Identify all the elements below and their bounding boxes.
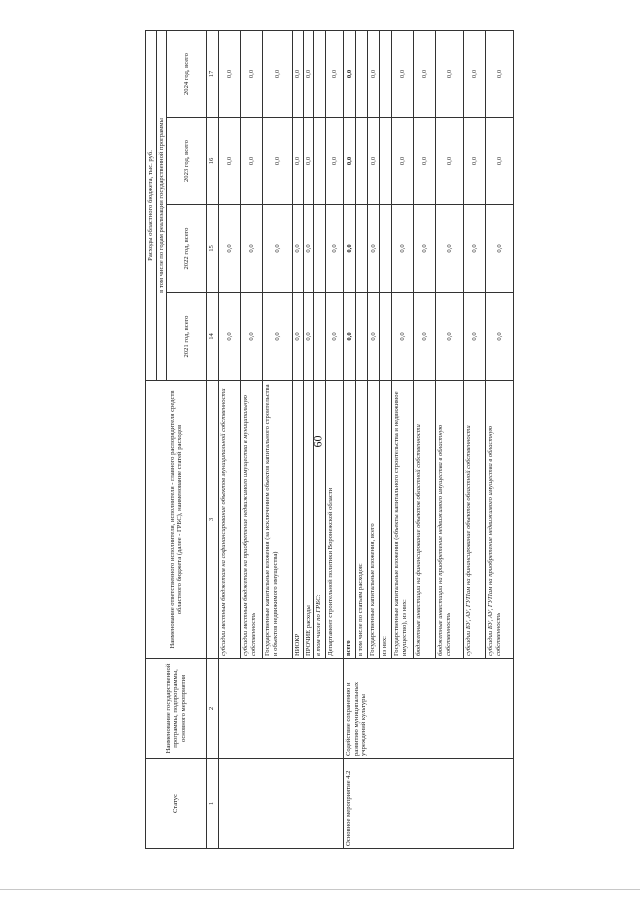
value-cell: 0,0 [219, 293, 241, 381]
value-cell: 0,0 [293, 31, 304, 118]
value-cell [380, 205, 392, 293]
value-cell: 0,0 [241, 293, 263, 381]
value-cell: 0,0 [486, 118, 514, 205]
expense-item-label: НИОКР [293, 381, 304, 659]
value-cell: 0,0 [219, 205, 241, 293]
column-number: 15 [207, 205, 219, 293]
program-name-cell-empty [219, 659, 344, 759]
value-cell: 0,0 [219, 31, 241, 118]
value-cell: 0,0 [486, 31, 514, 118]
header-year-2024: 2024 год, всего [167, 31, 207, 118]
expense-item-label: из них: [380, 381, 392, 659]
value-cell: 0,0 [293, 293, 304, 381]
expense-item-label: Государственные капитальные вложения, всего [368, 381, 380, 659]
value-cell: 0,0 [464, 293, 486, 381]
status-cell-empty [219, 759, 344, 849]
value-cell: 0,0 [464, 205, 486, 293]
value-cell: 0,0 [436, 205, 464, 293]
value-cell: 0,0 [436, 118, 464, 205]
value-cell: 0,0 [219, 118, 241, 205]
column-number: 14 [207, 293, 219, 381]
value-cell: 0,0 [326, 31, 344, 118]
program-name-cell: Содействие сохранению и развитию муниципальных учреждений культуры [344, 659, 514, 759]
value-cell: 0,0 [414, 205, 436, 293]
value-cell [380, 118, 392, 205]
expense-item-label: в том числе по ГРБС: [314, 381, 326, 659]
value-cell: 0,0 [326, 118, 344, 205]
header-year-2021: 2021 год, всего [167, 293, 207, 381]
value-cell: 0,0 [414, 293, 436, 381]
expense-item-label: в том числе по статьям расходов: [356, 381, 368, 659]
budget-table [145, 30, 514, 849]
header-budget: Расходы областного бюджета, тыс. руб. [146, 31, 157, 381]
header-year-2023: 2023 год, всего [167, 118, 207, 205]
value-cell: 0,0 [303, 205, 314, 293]
value-cell: 0,0 [263, 118, 293, 205]
value-cell: 0,0 [486, 293, 514, 381]
expense-item-label: ПРОЧИЕ расходы [303, 381, 314, 659]
budget-table-rotated [145, 31, 504, 849]
value-cell: 0,0 [241, 118, 263, 205]
value-cell: 0,0 [392, 31, 414, 118]
value-cell [314, 205, 326, 293]
header-executor: Наименование ответственного исполнителя, исполнителя - главного распорядителя средств областного бюджета (далее - ГРБС), наименование статей расходов [146, 381, 207, 659]
value-cell: 0,0 [436, 293, 464, 381]
value-cell: 0,0 [241, 31, 263, 118]
value-cell: 0,0 [344, 293, 356, 381]
header-by-years: в том числе по годам реализации государственной программы [156, 31, 167, 381]
value-cell [356, 31, 368, 118]
value-cell: 0,0 [303, 118, 314, 205]
value-cell: 0,0 [303, 31, 314, 118]
expense-item-label: субсидии БУ, АУ, ГУПам на финансирование объектов областной собственности [464, 381, 486, 659]
value-cell: 0,0 [392, 293, 414, 381]
value-cell: 0,0 [326, 205, 344, 293]
column-number: 1 [207, 759, 219, 849]
value-cell: 0,0 [368, 293, 380, 381]
expense-item-label: субсидии БУ, АУ, ГУПам на приобретение недвижимого имущества в областную собственность [486, 381, 514, 659]
value-cell [356, 293, 368, 381]
expense-item-label: Государственные капитальные вложения (объекты капитального строительства и недвижимое имущество), из них: [392, 381, 414, 659]
expense-item-label: бюджетные инвестиции на приобретение недвижимого имущества в областную собственность [436, 381, 464, 659]
header-status: Статус [146, 759, 207, 849]
value-cell: 0,0 [344, 31, 356, 118]
value-cell: 0,0 [368, 31, 380, 118]
value-cell [380, 293, 392, 381]
value-cell [356, 118, 368, 205]
header-year-2022: 2022 год, всего [167, 205, 207, 293]
value-cell: 0,0 [464, 118, 486, 205]
value-cell: 0,0 [263, 31, 293, 118]
value-cell: 0,0 [263, 205, 293, 293]
expense-item-label: Государственные капитальные вложения (за исключением объектов капитального строительства и объектов недвижимого имущества) [263, 381, 293, 659]
expense-item-label: бюджетные инвестиции на финансирование объектов областной собственности [414, 381, 436, 659]
value-cell [314, 293, 326, 381]
value-cell [380, 31, 392, 118]
column-number: 3 [207, 381, 219, 659]
value-cell: 0,0 [414, 31, 436, 118]
expense-item-label: всего [344, 381, 356, 659]
header-program-name: Наименование государственной программы, подпрограммы, основного мероприятия [146, 659, 207, 759]
value-cell [314, 118, 326, 205]
value-cell: 0,0 [293, 205, 304, 293]
value-cell [314, 31, 326, 118]
expense-item-label: Департамент строительной политики Воронежской области [326, 381, 344, 659]
column-number: 17 [207, 31, 219, 118]
value-cell: 0,0 [344, 118, 356, 205]
value-cell: 0,0 [368, 118, 380, 205]
expense-item-label: субсидии местным бюджетам на софинансирование объектов муниципальной собственности [219, 381, 241, 659]
value-cell: 0,0 [392, 118, 414, 205]
column-number: 16 [207, 118, 219, 205]
value-cell: 0,0 [263, 293, 293, 381]
value-cell: 0,0 [303, 293, 314, 381]
value-cell: 0,0 [344, 205, 356, 293]
value-cell: 0,0 [326, 293, 344, 381]
value-cell [356, 205, 368, 293]
value-cell: 0,0 [392, 205, 414, 293]
value-cell: 0,0 [368, 205, 380, 293]
status-cell: Основное мероприятие 4.2 [344, 759, 514, 849]
page-number: 60 [310, 435, 325, 448]
footer-line [0, 889, 640, 890]
value-cell: 0,0 [414, 118, 436, 205]
value-cell: 0,0 [293, 118, 304, 205]
column-number: 2 [207, 659, 219, 759]
table-row [219, 31, 241, 849]
expense-item-label: субсидии местным бюджетам на приобретение недвижимого имущества в муниципальную собственность [241, 381, 263, 659]
value-cell: 0,0 [486, 205, 514, 293]
value-cell: 0,0 [241, 205, 263, 293]
value-cell: 0,0 [464, 31, 486, 118]
value-cell: 0,0 [436, 31, 464, 118]
table-row [344, 31, 356, 849]
